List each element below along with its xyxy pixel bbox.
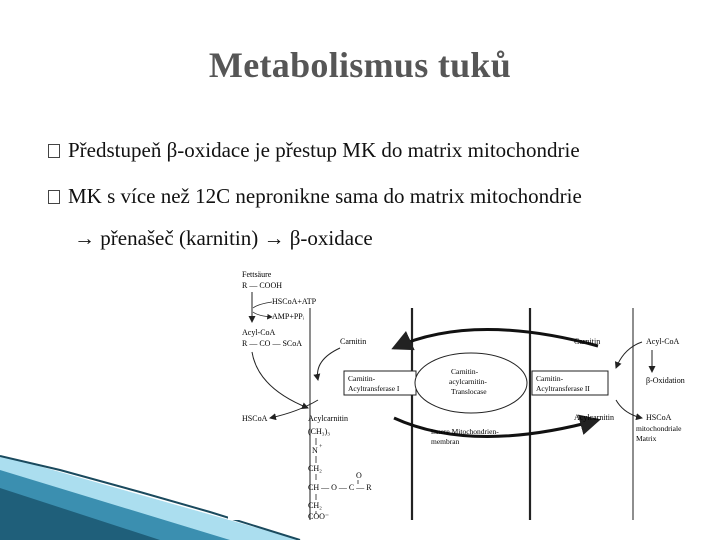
transferase-1-line1: Carnitin- bbox=[348, 374, 376, 383]
bullet-text: MK s více než 12C nepronikne sama do matrix mitochondrie bbox=[68, 184, 582, 208]
fettsaeure-label: Fettsäure bbox=[242, 270, 272, 279]
ch3-3-label: (CH₃)₃ bbox=[308, 427, 331, 436]
o-label: O bbox=[356, 471, 362, 480]
hscoa-left-label: HSCoA bbox=[242, 414, 268, 423]
svg-text:+: + bbox=[319, 444, 323, 450]
mito-matrix-line2: Matrix bbox=[636, 434, 657, 443]
membrane-line1: innere Mitochondrien- bbox=[431, 427, 499, 436]
bullet-text: Předstupeň β-oxidace je přestup MK do matrix mitochondrie bbox=[68, 138, 580, 162]
translocase-line2: acylcarnitin- bbox=[449, 377, 487, 386]
bullet-square-icon bbox=[48, 144, 60, 158]
acylcarnitin-right-label: Acylcarnitin bbox=[574, 413, 614, 422]
acyl-coa-right-label: Acyl-CoA bbox=[646, 337, 680, 346]
bullet-item bbox=[48, 138, 580, 163]
transferase-1-line2: Acyltransferase I bbox=[348, 384, 400, 393]
transferase-2-line2: Acyltransferase II bbox=[536, 384, 590, 393]
ch-o-c-r-label: CH — O — C — R bbox=[308, 483, 372, 492]
transferase-2-line1: Carnitin- bbox=[536, 374, 564, 383]
acylcarnitin-left-label: Acylcarnitin bbox=[308, 414, 348, 423]
r-cooh-label: R — COOH bbox=[242, 281, 283, 290]
mito-matrix-line1: mitochondriale bbox=[636, 424, 682, 433]
translocase-line1: Carnitin- bbox=[451, 367, 479, 376]
carnitine-shuttle-diagram bbox=[228, 268, 698, 520]
n-plus-label: N bbox=[312, 446, 318, 455]
hscoa-atp-label: HSCoA+ATP bbox=[272, 297, 317, 306]
bullet-square-icon bbox=[48, 190, 60, 204]
carrier-line: → přenašeč (karnitin) → β-oxidace bbox=[74, 226, 373, 250]
bullet-item bbox=[48, 184, 582, 209]
translocase-line3: Translocase bbox=[451, 387, 487, 396]
coo-label: COO⁻ bbox=[308, 512, 330, 520]
carnitin-right-label: Carnitin bbox=[574, 337, 601, 346]
page-title: Metabolismus tuků bbox=[208, 45, 512, 85]
ch2-b-label: CH₂ bbox=[308, 501, 322, 510]
ch2-a-label: CH₂ bbox=[308, 464, 322, 473]
hscoa-right-label: HSCoA bbox=[646, 413, 672, 422]
carnitin-left-label: Carnitin bbox=[340, 337, 367, 346]
amp-ppi-label: AMP+PPᵢ bbox=[272, 312, 305, 321]
acyl-coa-label: Acyl-CoA bbox=[242, 328, 276, 337]
beta-oxidation-label: β-Oxidation bbox=[646, 376, 685, 385]
r-co-scoa-label: R — CO — SCoA bbox=[242, 339, 303, 348]
membrane-line2: membran bbox=[431, 437, 460, 446]
